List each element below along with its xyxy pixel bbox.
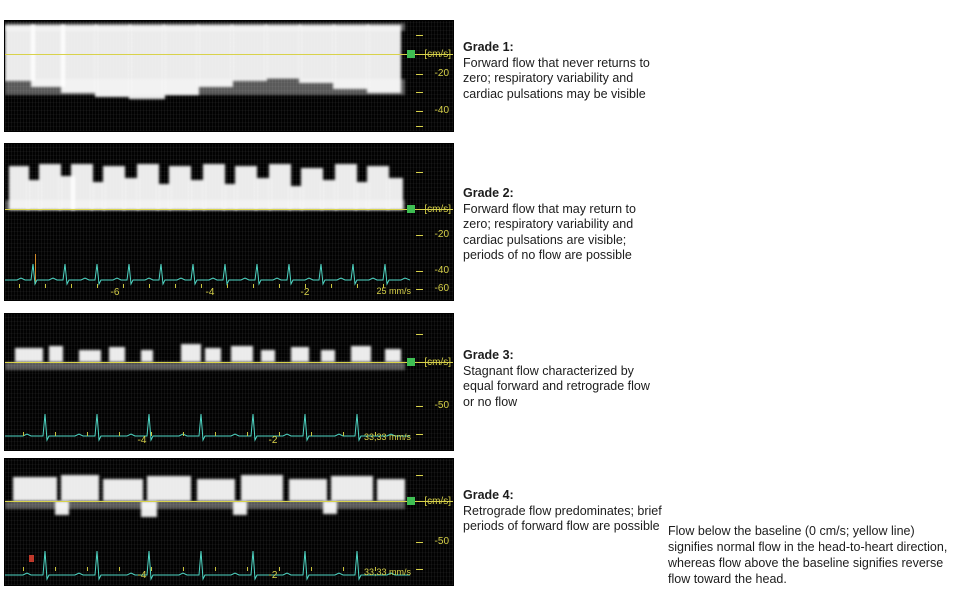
velocity-unit-label: [cm/s]: [424, 357, 451, 368]
panel-row-grade-1: [4, 20, 454, 132]
grade-title: Grade 3:: [463, 348, 514, 362]
grade-body: Forward flow that may return to zero; respiratory variability and cardiac pulsations are visible; periods of no flow are possible: [463, 201, 636, 262]
velocity-tick-label: -60: [434, 283, 449, 294]
time-axis-grade-2: [5, 284, 453, 300]
velocity-unit-label: [cm/s]: [424, 204, 451, 215]
zero-velocity-baseline: [5, 54, 453, 55]
time-tick-label: -2: [268, 435, 278, 446]
time-axis-grade-4: [5, 567, 453, 583]
grade-title: Grade 2:: [463, 186, 514, 200]
velocity-tick-label: -40: [434, 105, 449, 116]
ultrasound-panel-grade-1: [4, 20, 454, 132]
marker-icon: [407, 497, 415, 505]
time-tick-label: -4: [137, 435, 147, 446]
velocity-tick-label: -50: [434, 536, 449, 547]
time-tick-label: -4: [137, 570, 147, 581]
zero-velocity-baseline: [5, 362, 453, 363]
grade-body: Retrograde flow predominates; brief periods of forward flow are possible: [463, 503, 662, 533]
sweep-speed-label: 25 mm/s: [376, 286, 411, 296]
caption-grade-1: [463, 40, 663, 102]
ultrasound-panel-grade-3: [4, 313, 454, 451]
velocity-axis-grade-1: [407, 21, 453, 131]
panel-row-grade-3: [4, 313, 454, 451]
spectral-noise-background: [5, 21, 453, 131]
velocity-tick-label: -50: [434, 400, 449, 411]
velocity-unit-label: [cm/s]: [424, 49, 451, 60]
time-tick-label: -4: [205, 287, 215, 298]
velocity-tick-label: -40: [434, 265, 449, 276]
caption-grade-2: [463, 186, 663, 264]
panel-row-grade-2: [4, 143, 454, 301]
zero-velocity-baseline: [5, 501, 453, 502]
velocity-tick-label: -20: [434, 229, 449, 240]
time-tick-label: -6: [110, 287, 120, 298]
velocity-tick-label: -20: [434, 68, 449, 79]
sweep-speed-label: 33,33 mm/s: [363, 432, 411, 442]
figure-footnote: Flow below the baseline (0 cm/s; yellow line) signifies normal flow in the head-to-heart direction, whereas flow above the baseline signifies reverse flow toward the head.: [668, 524, 948, 586]
velocity-axis-grade-3: [407, 314, 453, 450]
ultrasound-panel-grade-4: [4, 458, 454, 586]
grade-body: Stagnant flow characterized by equal forward and retrograde flow or no flow: [463, 363, 650, 409]
velocity-axis-grade-2: [407, 144, 453, 300]
grade-title: Grade 1:: [463, 40, 514, 54]
zero-velocity-baseline: [5, 209, 453, 210]
grade-title: Grade 4:: [463, 488, 514, 502]
panel-row-grade-4: [4, 458, 454, 586]
sweep-speed-label: 33,33 mm/s: [363, 567, 411, 577]
time-tick-label: -2: [300, 287, 310, 298]
time-axis-grade-3: [5, 432, 453, 448]
grade-body: Forward flow that never returns to zero; respiratory variability and cardiac pulsations may be visible: [463, 55, 650, 101]
time-tick-label: -2: [268, 570, 278, 581]
marker-icon: [407, 358, 415, 366]
caption-grade-3: [463, 348, 663, 410]
marker-icon: [407, 205, 415, 213]
marker-icon: [407, 50, 415, 58]
caption-grade-4: [463, 488, 663, 535]
velocity-unit-label: [cm/s]: [424, 496, 451, 507]
ultrasound-panel-grade-2: [4, 143, 454, 301]
